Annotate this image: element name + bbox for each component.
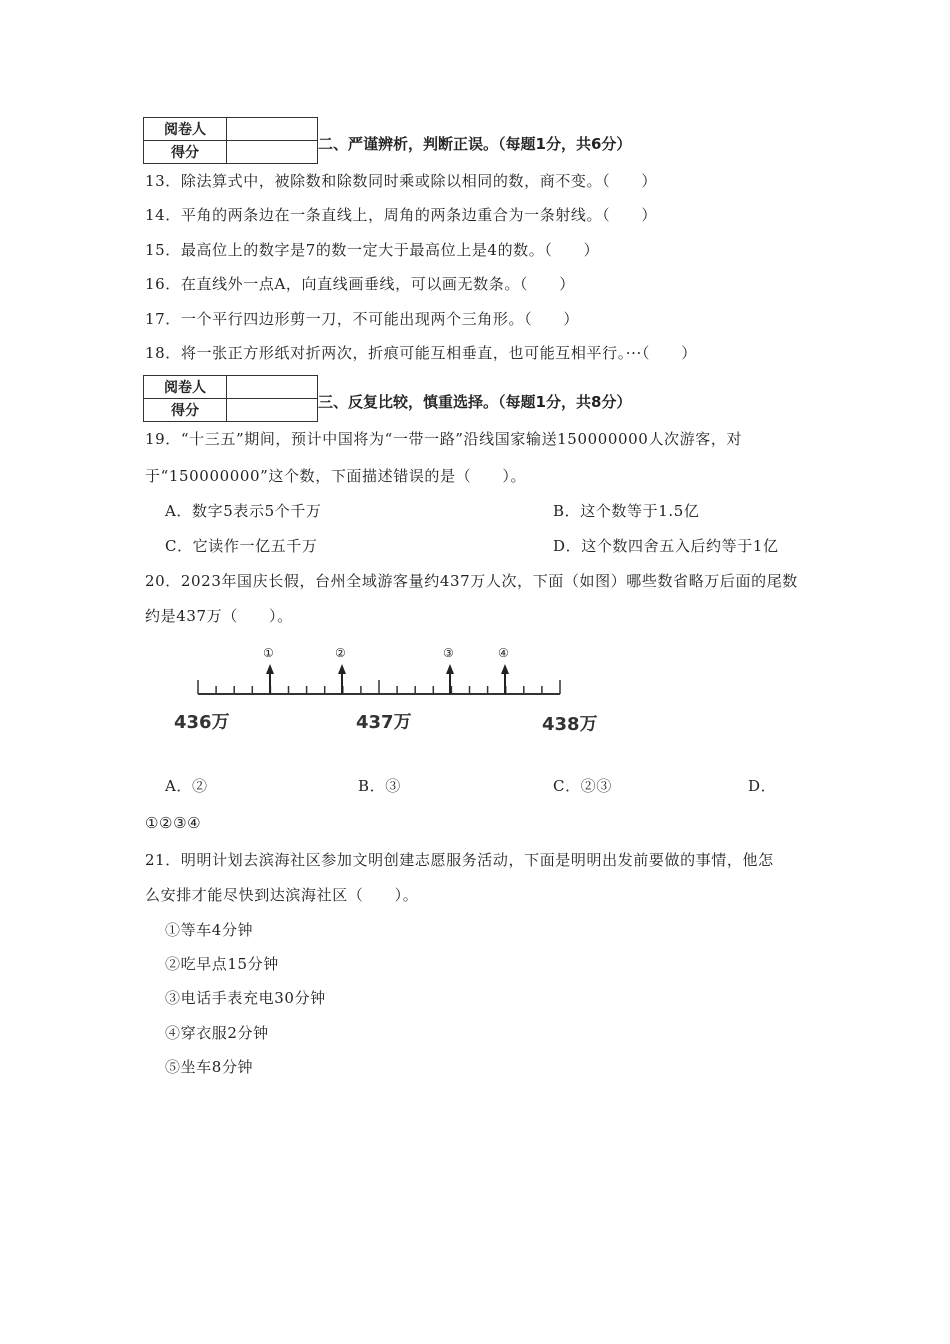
q21-item-3: ③电话手表充电30分钟 bbox=[165, 989, 326, 1007]
q21-item-1: ①等车4分钟 bbox=[165, 921, 254, 939]
number-line-marker bbox=[263, 646, 274, 694]
label-436: 436万 bbox=[174, 712, 230, 733]
q20-option-c[interactable]: C．②③ bbox=[553, 777, 612, 795]
q21-item-4: ④穿衣服2分钟 bbox=[165, 1024, 269, 1042]
q19-option-b[interactable]: B．这个数等于1.5亿 bbox=[553, 502, 700, 520]
reviewer-label: 阅卷人 bbox=[144, 118, 227, 141]
marker-arrow-head bbox=[338, 664, 346, 674]
marker-label: ① bbox=[263, 646, 274, 660]
section-3-title: 三、反复比较，慎重选择。（每题1分，共8分） bbox=[318, 393, 632, 411]
label-437: 437万 bbox=[356, 712, 412, 733]
q20-option-a[interactable]: A．② bbox=[165, 777, 208, 795]
question-18: 18．将一张正方形纸对折两次，折痕可能互相垂直，也可能互相平行。···（ ） bbox=[145, 344, 697, 362]
question-19-line2: 于“150000000”这个数，下面描述错误的是（ ）。 bbox=[145, 467, 527, 485]
reviewer-field[interactable] bbox=[227, 376, 318, 399]
question-21-line2: 么安排才能尽快到达滨海社区（ ）。 bbox=[145, 886, 419, 904]
question-19-line1: 19．“十三五”期间，预计中国将为“一带一路”沿线国家输送150000000人次游客，对 bbox=[145, 430, 743, 448]
score-field[interactable] bbox=[227, 141, 318, 164]
question-14: 14．平角的两条边在一条直线上，周角的两条边重合为一条射线。（ ） bbox=[145, 206, 657, 224]
label-438: 438万 bbox=[542, 714, 598, 735]
question-20-line2: 约是437万（ ）。 bbox=[145, 607, 293, 625]
marker-arrow-head bbox=[501, 664, 509, 674]
marker-label: ③ bbox=[443, 646, 454, 660]
question-17: 17．一个平行四边形剪一刀，不可能出现两个三角形。（ ） bbox=[145, 310, 579, 328]
q19-option-d[interactable]: D．这个数四舍五入后约等于1亿 bbox=[553, 537, 779, 555]
number-line-marker bbox=[335, 646, 346, 694]
score-field[interactable] bbox=[227, 399, 318, 422]
marker-arrow-head bbox=[266, 664, 274, 674]
q19-option-a[interactable]: A．数字5表示5个千万 bbox=[165, 502, 322, 520]
number-line-figure bbox=[160, 640, 610, 740]
score-box-1 bbox=[143, 117, 318, 164]
q21-item-5: ⑤坐车8分钟 bbox=[165, 1058, 254, 1076]
q19-option-c[interactable]: C．它读作一亿五千万 bbox=[165, 537, 318, 555]
number-line-marker bbox=[443, 646, 454, 694]
score-box-2 bbox=[143, 375, 318, 422]
number-line-markers bbox=[263, 646, 509, 694]
question-21-line1: 21．明明计划去滨海社区参加文明创建志愿服务活动，下面是明明出发前要做的事情，他怎 bbox=[145, 851, 774, 869]
section-2-title: 二、严谨辨析，判断正误。（每题1分，共6分） bbox=[318, 135, 632, 153]
question-15: 15．最高位上的数字是7的数一定大于最高位上是4的数。（ ） bbox=[145, 241, 600, 259]
number-line-marker bbox=[498, 646, 509, 694]
q20-option-d-continued: ①②③④ bbox=[145, 814, 202, 832]
q21-item-2: ②吃早点15分钟 bbox=[165, 955, 279, 973]
marker-label: ② bbox=[335, 646, 346, 660]
marker-arrow-head bbox=[446, 664, 454, 674]
score-label: 得分 bbox=[144, 141, 227, 164]
question-13: 13．除法算式中，被除数和除数同时乘或除以相同的数，商不变。（ ） bbox=[145, 172, 657, 190]
score-label: 得分 bbox=[144, 399, 227, 422]
question-16: 16．在直线外一点A，向直线画垂线，可以画无数条。（ ） bbox=[145, 275, 575, 293]
question-20-line1: 20．2023年国庆长假，台州全域游客量约437万人次，下面（如图）哪些数省略万后面的尾数 bbox=[145, 572, 798, 590]
reviewer-label: 阅卷人 bbox=[144, 376, 227, 399]
q20-option-b[interactable]: B．③ bbox=[358, 777, 401, 795]
marker-label: ④ bbox=[498, 646, 509, 660]
reviewer-field[interactable] bbox=[227, 118, 318, 141]
q20-option-d[interactable]: D． bbox=[748, 777, 777, 795]
